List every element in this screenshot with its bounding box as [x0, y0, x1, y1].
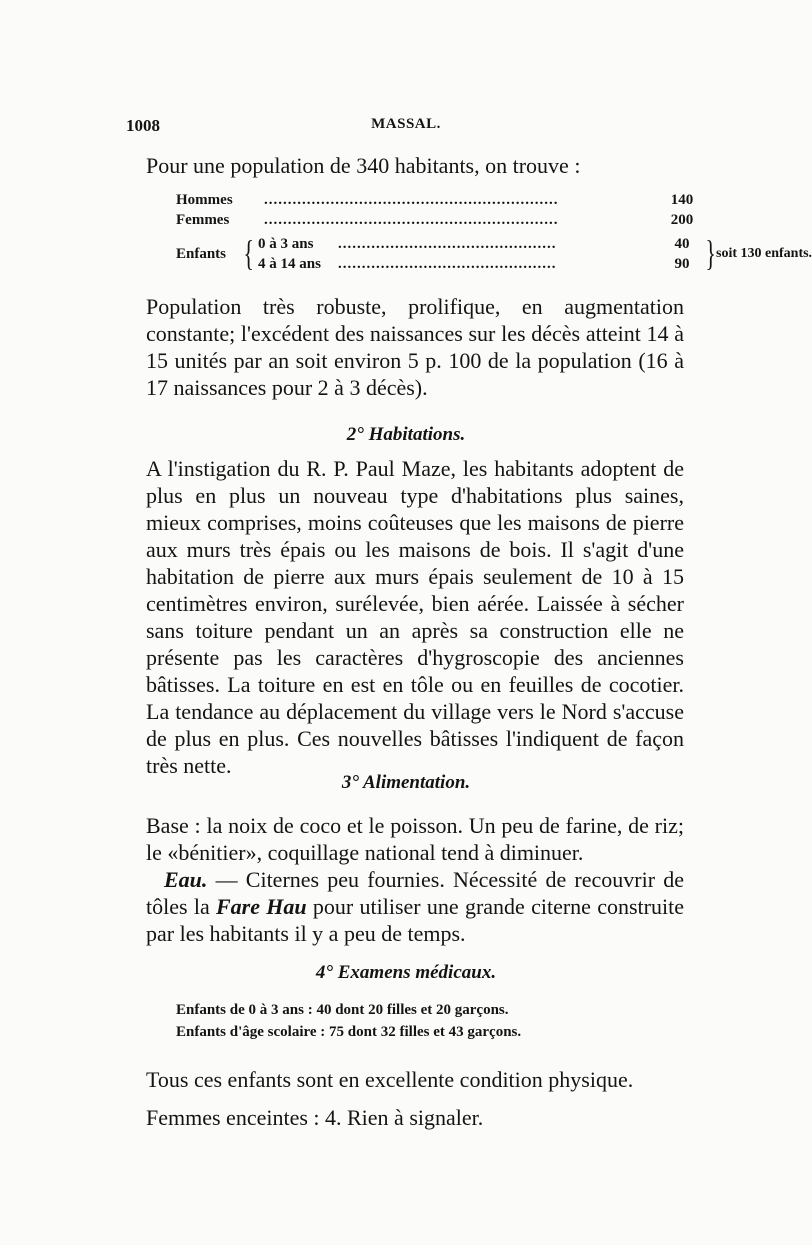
stats-value: 200 [670, 212, 694, 228]
children-value: 40 [674, 236, 690, 252]
section-title-alimentation: 3° Alimentation. [341, 772, 471, 793]
eau-text-after: pour utiliser une grande citerne construite par les habitants il y a peu de temps. [146, 894, 684, 946]
exam-line-school-children: Enfants d'âge scolaire : 75 dont 32 filles et 43 garçons. [176, 1024, 522, 1040]
eau-text-before: — Citernes peu fournies. Nécessité de recouvrir de tôles la [146, 867, 684, 919]
stats-value: 140 [670, 192, 694, 208]
stats-label: Femmes [176, 212, 230, 228]
page-number: 1008 [126, 116, 160, 135]
eau-paragraph [146, 866, 684, 947]
children-value: 90 [674, 256, 690, 272]
running-title: MASSAL. [371, 116, 441, 132]
pregnant-women-paragraph: Femmes enceintes : 4. Rien à signaler. [146, 1105, 484, 1130]
eau-label: Eau. [164, 867, 208, 892]
left-brace: { [243, 233, 254, 273]
population-table [176, 190, 812, 280]
right-brace: } [705, 233, 716, 273]
stats-label: Hommes [176, 192, 233, 208]
section-title-examens: 4° Examens médicaux. [315, 962, 497, 983]
habitations-paragraph: A l'instigation du R. P. Paul Maze, les habitants adoptent de plus en plus un nouveau type d'habitations plus saines, mieux comprises, moins coûteuses que les maisons de pierre aux murs très épais ou les maisons de bois. Il s'agit d'une habitation de pierre aux murs épais seulement de 10 à 15 centimètres environ, surélevée, bien aérée. Laissée à sécher sans toiture pendant un an après sa construction elle ne présente pas les caractères d'hygroscopie des anciennes bâtisses. La toiture en est en tôle ou en feuilles de cocotier. La tendance au déplacement du village vers le Nord s'accuse de plus en plus. Ces nouvelles bâtisses l'indiquent de façon très nette. [146, 456, 684, 778]
section-title-habitations: 2° Habitations. [346, 424, 466, 445]
condition-paragraph: Tous ces enfants sont en excellente condition physique. [146, 1067, 634, 1092]
exam-line-young-children: Enfants de 0 à 3 ans : 40 dont 20 filles et 20 garçons. [176, 1002, 509, 1018]
leader-dots: .............................................................. [264, 212, 559, 228]
children-label: Enfants [176, 246, 227, 262]
children-total: soit 130 enfants. [716, 246, 812, 261]
alimentation-base-paragraph: Base : la noix de coco et le poisson. Un peu de farine, de riz; le «bénitier», coquillage national tend à diminuer. [146, 813, 684, 865]
eau-place: Fare Hau [216, 894, 307, 919]
children-age-label: 4 à 14 ans [258, 256, 321, 272]
leader-dots: .............................................................. [264, 192, 559, 208]
leader-dots: .............................................. [338, 236, 557, 252]
leader-dots: .............................................. [338, 256, 557, 272]
intro-line: Pour une population de 340 habitants, on trouve : [146, 153, 581, 178]
page-header [126, 116, 686, 140]
population-paragraph: Population très robuste, prolifique, en augmentation constante; l'excédent des naissances sur les décès atteint 14 à 15 unités par an soit environ 5 p. 100 de la population (16 à 17 naissances pour 2 à 3 décès). [146, 294, 684, 400]
children-age-label: 0 à 3 ans [258, 236, 314, 252]
